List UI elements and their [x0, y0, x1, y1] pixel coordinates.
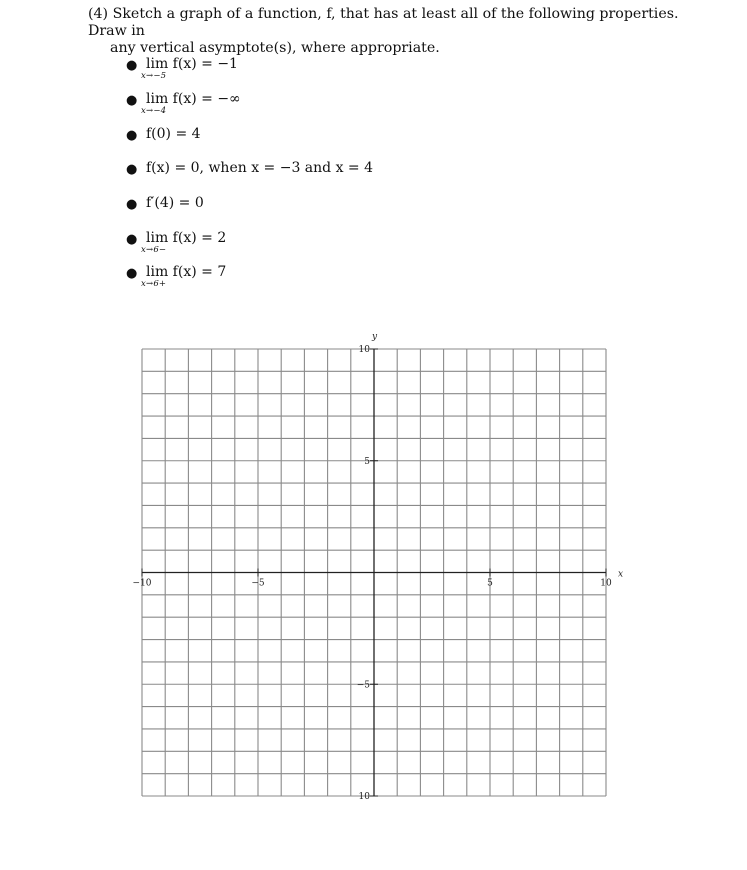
property-text: f′(4) = 0 [146, 195, 204, 211]
x-tick-label: 5 [487, 578, 493, 589]
bullet-icon: ● [126, 128, 138, 143]
y-tick-label: 10 [358, 345, 370, 355]
property-text: lim f(x) = 7 [146, 264, 227, 280]
y-tick-label: 10 [358, 792, 370, 802]
x-axis-label: x [618, 569, 624, 580]
bullet-icon: ● [126, 162, 138, 177]
limit-subscript: x→6− [141, 245, 167, 255]
bullet-icon: ● [126, 232, 138, 247]
bullet-icon: ● [126, 266, 138, 281]
property-text: lim f(x) = −∞ [146, 91, 241, 107]
bullet-icon: ● [126, 93, 138, 108]
property-text: f(0) = 4 [146, 126, 201, 142]
problem-line-1: (4) Sketch a graph of a function, f, that has at least all of the following properties. Draw in [88, 6, 679, 39]
property-text: lim f(x) = −1 [146, 56, 238, 72]
y-tick-label: 5 [364, 456, 370, 467]
x-tick-label: −5 [251, 578, 265, 589]
y-axis-label: y [372, 332, 378, 342]
bullet-icon: ● [126, 58, 138, 73]
limit-subscript: x→−4 [141, 106, 167, 116]
y-tick-label: −5 [356, 680, 370, 691]
bullet-icon: ● [126, 197, 138, 212]
limit-subscript: x→6+ [141, 279, 167, 289]
x-tick-label: −10 [132, 578, 152, 589]
property-text: f(x) = 0, when x = −3 and x = 4 [146, 160, 374, 176]
x-tick-label: 10 [600, 578, 612, 589]
problem-line-2: any vertical asymptote(s), where appropriate. [110, 40, 440, 56]
property-text: lim f(x) = 2 [146, 230, 227, 246]
limit-subscript: x→−5 [141, 71, 167, 81]
